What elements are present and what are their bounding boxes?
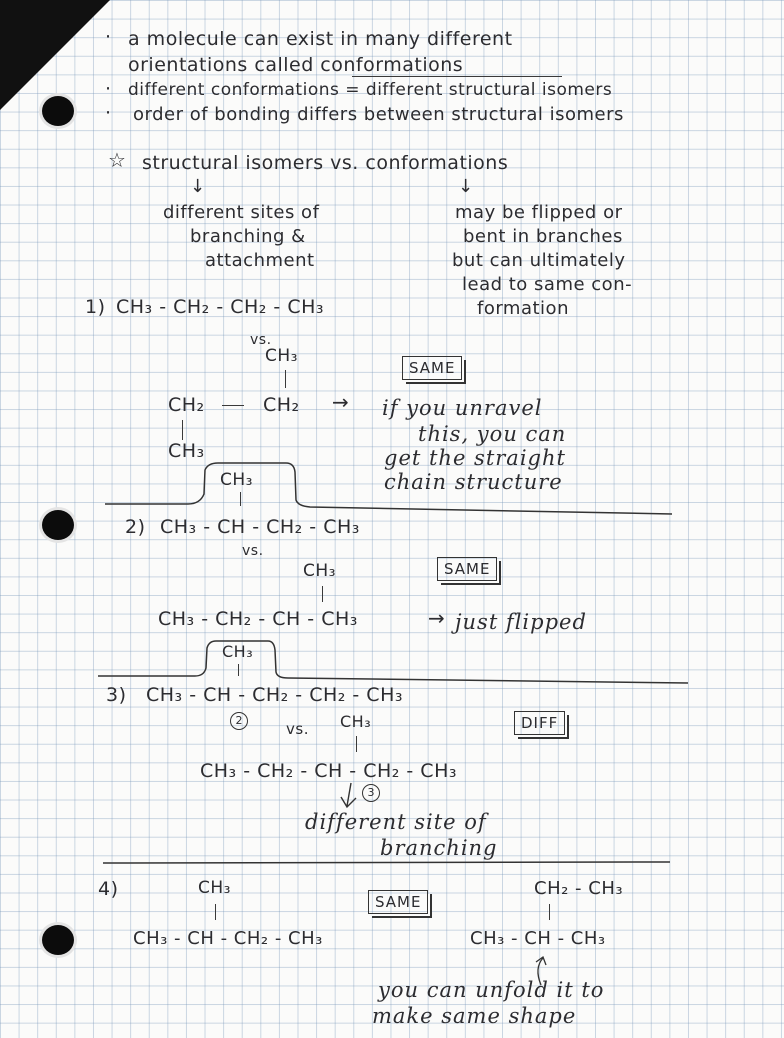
example-3-branch-2: CH₃ bbox=[340, 712, 372, 731]
same-badge: SAME bbox=[437, 557, 497, 581]
example-1-chain: CH₃ - CH₂ - CH₂ - CH₃ bbox=[116, 296, 324, 318]
example-2-chain-2: CH₃ - CH₂ - CH - CH₃ bbox=[158, 608, 358, 630]
same-badge: SAME bbox=[402, 356, 462, 380]
example-4-note-1: you can unfold it to bbox=[378, 978, 605, 1002]
note-line-3: different conformations = different structural isomers bbox=[128, 80, 613, 100]
example-1-mid-right: CH₂ bbox=[263, 394, 300, 416]
example-3-number: 3) bbox=[106, 684, 127, 706]
bullet-dot: · bbox=[105, 26, 112, 48]
carbon-position-marker: 2 bbox=[230, 712, 248, 730]
note-line-1: a molecule can exist in many different bbox=[128, 28, 513, 50]
left-col-line-3: attachment bbox=[205, 250, 315, 271]
example-3-note-2: branching bbox=[380, 836, 498, 860]
arrow-down-icon: ↓ bbox=[458, 176, 474, 197]
diff-badge: DIFF bbox=[514, 711, 565, 735]
example-2-number: 2) bbox=[125, 516, 146, 538]
bond-vertical bbox=[322, 586, 323, 602]
right-col-line-3: but can ultimately bbox=[452, 250, 626, 271]
bond-vertical bbox=[356, 736, 357, 752]
right-col-line-4: lead to same con- bbox=[462, 274, 633, 295]
example-2-note: just flipped bbox=[455, 610, 587, 634]
carbon-position-marker: 3 bbox=[362, 784, 380, 802]
example-3-chain: CH₃ - CH - CH₂ - CH₂ - CH₃ bbox=[146, 684, 403, 706]
example-4-number: 4) bbox=[98, 878, 119, 900]
example-1-note-4: chain structure bbox=[384, 470, 563, 494]
vs-label: vs. bbox=[242, 543, 264, 559]
right-col-line-1: may be flipped or bbox=[455, 202, 623, 223]
section-heading: structural isomers vs. conformations bbox=[142, 152, 509, 174]
arrow-down-icon: ↓ bbox=[190, 176, 206, 197]
vs-label: vs. bbox=[286, 720, 309, 738]
right-col-line-5: formation bbox=[477, 298, 569, 319]
example-1-note-2: this, you can bbox=[418, 422, 567, 446]
right-col-line-2: bent in branches bbox=[463, 226, 623, 247]
example-4-branch-2: CH₂ - CH₃ bbox=[534, 878, 624, 899]
bond-vertical bbox=[215, 904, 216, 920]
example-1-note-1: if you unravel bbox=[382, 396, 543, 420]
bond-vertical bbox=[238, 664, 239, 676]
example-1-bottom-group: CH₃ bbox=[168, 440, 205, 462]
note-line-4: order of bonding differs between structural isomers bbox=[133, 104, 624, 125]
arrow-right-icon: → bbox=[428, 606, 446, 630]
example-4-chain-2: CH₃ - CH - CH₃ bbox=[470, 928, 606, 949]
note-line-2: orientations called conformations bbox=[128, 54, 464, 76]
example-1-mid-left: CH₂ bbox=[168, 394, 205, 416]
example-2-branch: CH₃ bbox=[220, 470, 253, 490]
example-2-chain: CH₃ - CH - CH₂ - CH₃ bbox=[160, 516, 360, 538]
bond-vertical bbox=[240, 492, 241, 506]
example-1-top-group: CH₃ bbox=[265, 346, 298, 366]
star-icon: ☆ bbox=[108, 148, 127, 172]
example-2-branch-2: CH₃ bbox=[303, 561, 336, 581]
arrow-right-icon: → bbox=[332, 390, 350, 414]
bullet-dot: · bbox=[105, 102, 112, 124]
example-1-note-3: get the straight bbox=[384, 446, 566, 470]
example-1-number: 1) bbox=[85, 296, 106, 318]
left-col-line-1: different sites of bbox=[163, 202, 320, 223]
example-3-note-1: different site of bbox=[305, 810, 487, 834]
example-4-branch: CH₃ bbox=[198, 878, 231, 898]
example-3-branch: CH₃ bbox=[222, 642, 254, 661]
example-4-chain: CH₃ - CH - CH₂ - CH₃ bbox=[133, 928, 323, 949]
bullet-dot: · bbox=[105, 78, 112, 100]
same-badge: SAME bbox=[368, 890, 428, 914]
left-col-line-2: branching & bbox=[190, 226, 306, 247]
bond-vertical bbox=[549, 904, 550, 920]
example-4-note-2: make same shape bbox=[372, 1004, 577, 1028]
vs-label: vs. bbox=[250, 332, 272, 348]
example-3-chain-2: CH₃ - CH₂ - CH - CH₂ - CH₃ bbox=[200, 760, 457, 782]
